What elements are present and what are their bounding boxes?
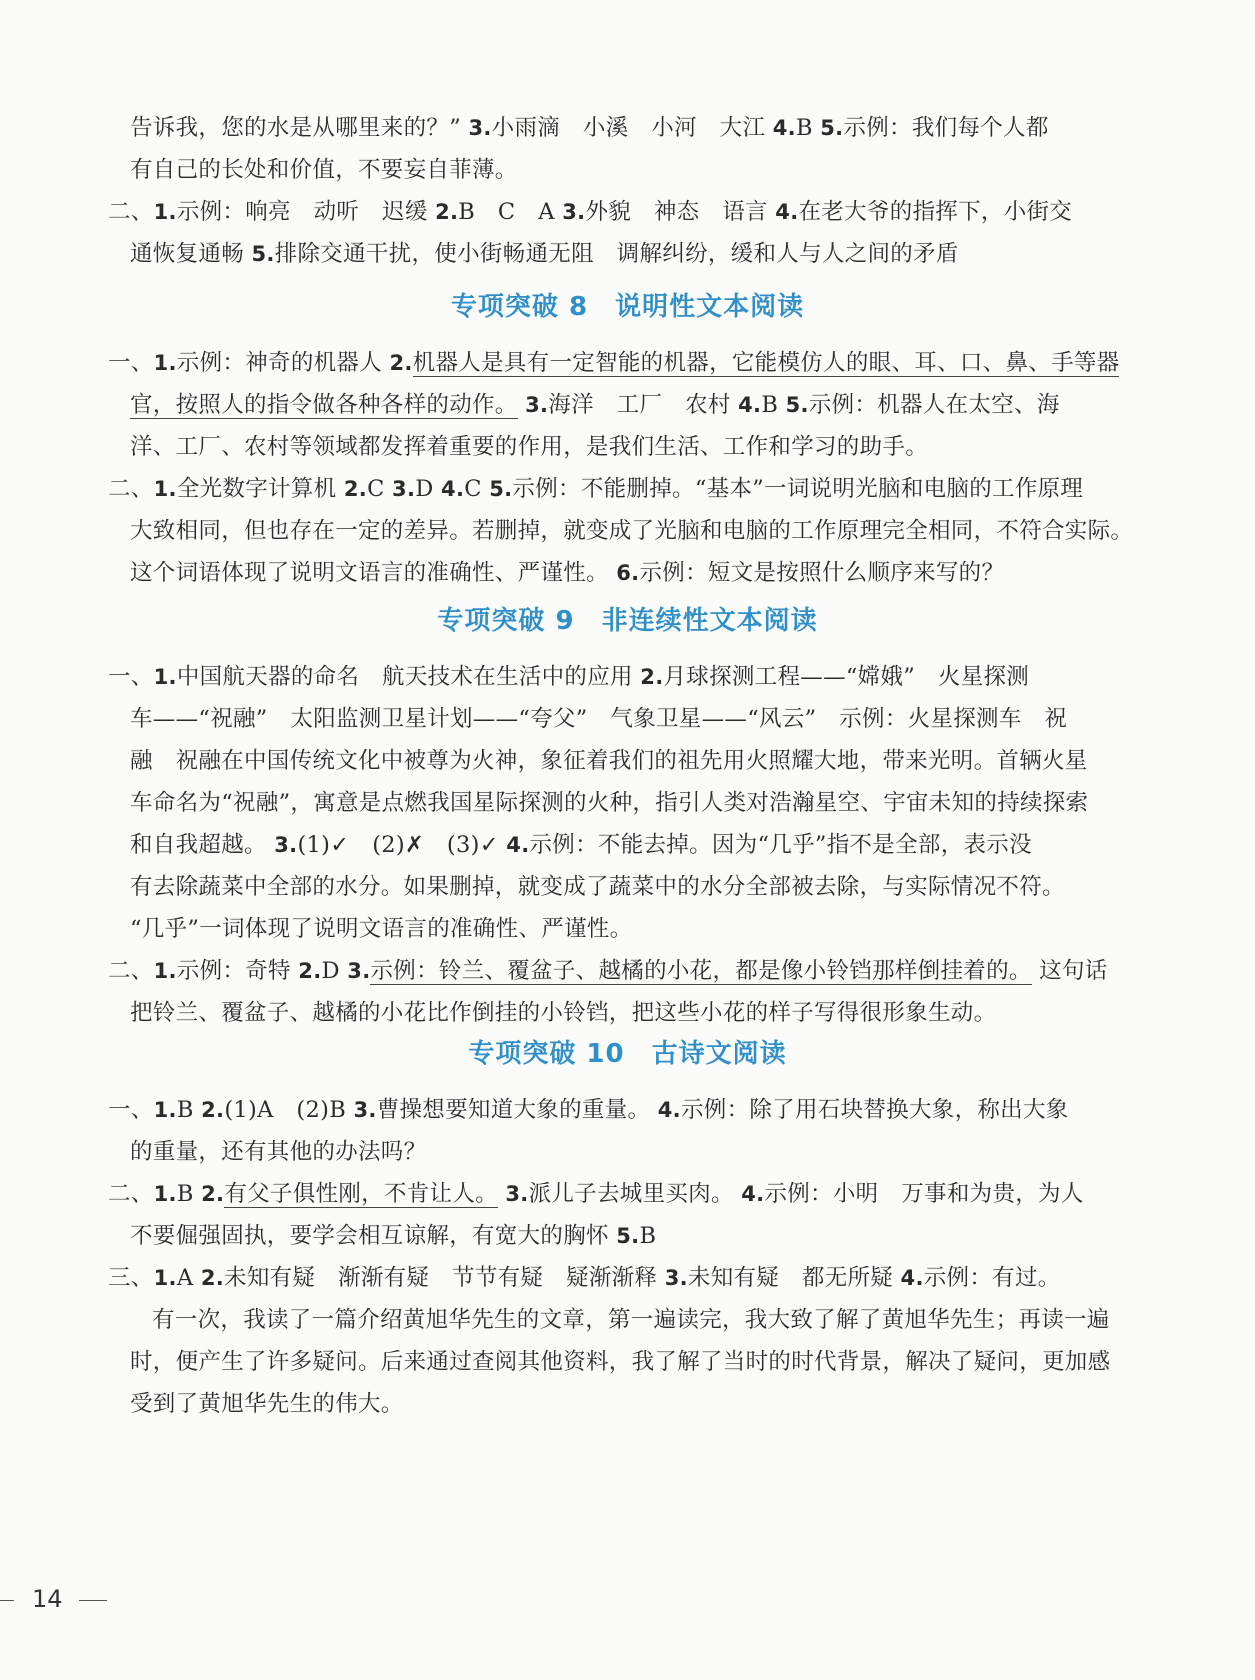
- answer-text: 外貌 神态 语言: [585, 199, 768, 225]
- text-line: [108, 1131, 1160, 1173]
- text-line: [108, 1089, 1160, 1131]
- answer-text: (1)✓ (2)✗ (3)✓: [297, 832, 499, 858]
- text-line: [108, 384, 1160, 426]
- part-marker: 二、: [108, 1181, 154, 1207]
- answer-text: B: [176, 1181, 194, 1207]
- answer-text: 把铃兰、覆盆子、越橘的小花比作倒挂的小铃铛，把这些小花的样子写得很形象生动。: [130, 1000, 997, 1026]
- question-number: 1.: [153, 959, 177, 983]
- question-number: 1.: [153, 1266, 177, 1290]
- part-marker: 一、: [108, 350, 154, 376]
- text-line: [108, 552, 1160, 594]
- answer-text: 示例：不能去掉。因为“几乎”指不是全部，表示没: [529, 832, 1032, 858]
- section-title: 专项突破 10 古诗文阅读: [468, 1039, 787, 1069]
- question-number: 1.: [153, 477, 177, 501]
- question-number: 3.: [353, 1098, 377, 1122]
- answer-text: 示例：不能删掉。“基本”一词说明光脑和电脑的工作原理: [512, 476, 1084, 502]
- question-number: 2.: [201, 1098, 225, 1122]
- answer-text: 不要倔强固执，要学会相互谅解，有宽大的胸怀: [130, 1223, 609, 1249]
- answer-text: 示例：响亮 动听 迟缓: [176, 199, 428, 225]
- part-marker: 三、: [108, 1265, 154, 1291]
- question-number: 4.: [441, 477, 465, 501]
- answer-text: 告诉我，您的水是从哪里来的？”: [130, 115, 462, 141]
- answer-text: 示例：短文是按照什么顺序来写的？: [639, 560, 1005, 586]
- answer-text: B: [761, 392, 779, 418]
- part-marker: 二、: [108, 476, 154, 502]
- prev-section: [108, 107, 1160, 275]
- question-number: 4.: [738, 393, 762, 417]
- answer-text: 这个词语体现了说明文语言的准确性、严谨性。: [130, 560, 609, 586]
- question-number: 4.: [506, 833, 530, 857]
- part-marker: 一、: [108, 1097, 154, 1123]
- text-line: [108, 1257, 1160, 1299]
- question-number: 5.: [616, 1224, 640, 1248]
- underlined-answer: 示例：铃兰、覆盆子、越橘的小花，都是像小铃铛那样倒挂着的。: [370, 958, 1032, 984]
- answer-text: 未知有疑 都无所疑: [687, 1265, 894, 1291]
- answer-text: 有一次，我读了一篇介绍黄旭华先生的文章，第一遍读完，我大致了解了黄旭华先生；再读一遍: [152, 1307, 1110, 1333]
- footer-dash: [0, 1600, 14, 1601]
- question-number: 5.: [489, 477, 513, 501]
- answer-text: 派儿子去城里买肉。: [528, 1181, 734, 1207]
- answer-text: 小雨滴 小溪 小河 大江: [491, 115, 766, 141]
- answer-text: 排除交通干扰，使小街畅通无阻 调解纠纷，缓和人与人之间的矛盾: [274, 241, 959, 267]
- text-line: [108, 1299, 1160, 1341]
- question-number: 1.: [153, 1182, 177, 1206]
- text-line: [108, 1173, 1160, 1215]
- text-line: [108, 950, 1160, 992]
- underlined-answer: 有父子俱性刚，不肯让人。: [224, 1181, 498, 1207]
- text-line: [108, 468, 1160, 510]
- section-10-answers: [108, 1089, 1160, 1425]
- question-number: 3.: [562, 200, 586, 224]
- part-marker: 一、: [108, 664, 154, 690]
- text-line: [108, 1215, 1160, 1257]
- section-title: 专项突破 8 说明性文本阅读: [450, 292, 805, 322]
- text-line: [108, 342, 1160, 384]
- text-line: [108, 992, 1160, 1034]
- answer-text: B: [795, 115, 813, 141]
- answer-text: A: [176, 1265, 194, 1291]
- section-title: 专项突破 9 非连续性文本阅读: [437, 606, 818, 636]
- answer-text: B C A: [458, 199, 555, 225]
- text-line: [108, 233, 1160, 275]
- answer-text: 有去除蔬菜中全部的水分。如果删掉，就变成了蔬菜中的水分全部被去除，与实际情况不符。: [130, 874, 1065, 900]
- part-marker: 二、: [108, 958, 154, 984]
- answer-text: 示例：神奇的机器人: [176, 350, 383, 376]
- answer-text: 曹操想要知道大象的重量。: [376, 1097, 651, 1123]
- answer-text: 示例：有过。: [923, 1265, 1061, 1291]
- question-number: 5.: [820, 116, 844, 140]
- answer-text: 在老大爷的指挥下，小街交: [798, 199, 1073, 225]
- question-number: 3.: [347, 959, 371, 983]
- answer-text: 大致相同，但也存在一定的差异。若删掉，就变成了光脑和电脑的工作原理完全相同，不符合实际。: [130, 518, 1134, 544]
- text-line: [108, 866, 1160, 908]
- question-number: 4.: [775, 200, 799, 224]
- page-footer: [0, 1585, 107, 1613]
- answer-text: 示例：机器人在太空、海: [808, 392, 1060, 418]
- answer-text: C: [367, 476, 385, 502]
- answer-text: 全光数字计算机: [176, 476, 337, 502]
- text-line: [108, 107, 1160, 149]
- answer-text: 中国航天器的命名 航天技术在生活中的应用: [176, 664, 633, 690]
- answer-text: 未知有疑 渐渐有疑 节节有疑 疑渐渐释: [224, 1265, 658, 1291]
- answer-text: 示例：小明 万事和为贵，为人: [764, 1181, 1084, 1207]
- underlined-answer: 机器人是具有一定智能的机器，它能模仿人的眼、耳、口、鼻、手等器: [412, 350, 1120, 376]
- text-line: [108, 908, 1160, 950]
- text-line: [108, 782, 1160, 824]
- answer-text: 和自我超越。: [130, 832, 267, 858]
- question-number: 3.: [468, 116, 492, 140]
- question-number: 2.: [298, 959, 322, 983]
- answer-text: 受到了黄旭华先生的伟大。: [130, 1391, 404, 1417]
- answer-text: 有自己的长处和价值，不要妄自菲薄。: [130, 157, 518, 183]
- text-line: [108, 149, 1160, 191]
- question-number: 4.: [741, 1182, 765, 1206]
- question-number: 5.: [251, 242, 275, 266]
- answer-text: 示例：我们每个人都: [843, 115, 1049, 141]
- question-number: 5.: [785, 393, 809, 417]
- question-number: 2.: [640, 665, 664, 689]
- underlined-answer: 官，按照人的指令做各种各样的动作。: [130, 392, 518, 418]
- question-number: 1.: [153, 351, 177, 375]
- answer-text: 的重量，还有其他的办法吗？: [130, 1139, 427, 1165]
- answer-text: 车——“祝融” 太阳监测卫星计划——“夸父” 气象卫星——“风云” 示例：火星探测车 祝: [130, 706, 1068, 732]
- text-line: [108, 426, 1160, 468]
- answer-text: D: [415, 476, 434, 502]
- question-number: 6.: [616, 561, 640, 585]
- text-line: [108, 1341, 1160, 1383]
- question-number: 4.: [900, 1266, 924, 1290]
- answer-text: 融 祝融在中国传统文化中被尊为火神，象征着我们的祖先用火照耀大地，带来光明。首辆火星: [130, 748, 1088, 774]
- page-number: 14: [32, 1585, 63, 1613]
- text-line: [108, 191, 1160, 233]
- question-number: 3.: [274, 833, 298, 857]
- question-number: 2.: [201, 1182, 225, 1206]
- text-line: [108, 740, 1160, 782]
- answer-text: (1)A (2)B: [224, 1097, 347, 1123]
- answer-text: 时，便产生了许多疑问。后来通过查阅其他资料，我了解了当时的时代背景，解决了疑问，更加感: [130, 1349, 1111, 1375]
- answer-text: B: [639, 1223, 657, 1249]
- question-number: 2.: [200, 1266, 225, 1290]
- answer-text: 通恢复通畅: [130, 241, 245, 267]
- text-line: [108, 698, 1160, 740]
- text-line: [108, 1383, 1160, 1425]
- answer-text: 海洋 工厂 农村: [548, 392, 731, 418]
- part-marker: 二、: [108, 199, 154, 225]
- answer-text: 示例：奇特: [176, 958, 291, 984]
- question-number: 1.: [153, 665, 177, 689]
- answer-text: “几乎”一词体现了说明文语言的准确性、严谨性。: [130, 916, 633, 942]
- question-number: 4.: [657, 1098, 681, 1122]
- question-number: 3.: [664, 1266, 688, 1290]
- text-line: [108, 510, 1160, 552]
- answer-text: 洋、工厂、农村等领域都发挥着重要的作用，是我们生活、工作和学习的助手。: [130, 434, 929, 460]
- question-number: 4.: [772, 116, 796, 140]
- answer-text: 示例：除了用石块替换大象，称出大象: [680, 1097, 1069, 1123]
- question-number: 2.: [343, 477, 368, 501]
- question-number: 1.: [153, 1098, 177, 1122]
- text-line: [108, 824, 1160, 866]
- question-number: 3.: [392, 477, 416, 501]
- answer-text: 车命名为“祝融”，寓意是点燃我国星际探测的火种，指引人类对浩瀚星空、宇宙未知的持续探索: [130, 790, 1089, 816]
- question-number: 3.: [505, 1182, 529, 1206]
- answer-text: B: [176, 1097, 194, 1123]
- answer-text: C: [464, 476, 482, 502]
- question-number: 1.: [153, 200, 177, 224]
- footer-dash: [79, 1600, 107, 1601]
- text-line: [108, 656, 1160, 698]
- question-number: 2.: [435, 200, 459, 224]
- question-number: 3.: [525, 393, 549, 417]
- answer-text: 这句话: [1039, 958, 1108, 984]
- section-8-answers: [108, 342, 1160, 594]
- question-number: 2.: [389, 351, 413, 375]
- answer-text: 月球探测工程——“嫦娥” 火星探测: [663, 664, 1030, 690]
- section-9-answers: [108, 656, 1160, 1034]
- answer-text: D: [321, 958, 340, 984]
